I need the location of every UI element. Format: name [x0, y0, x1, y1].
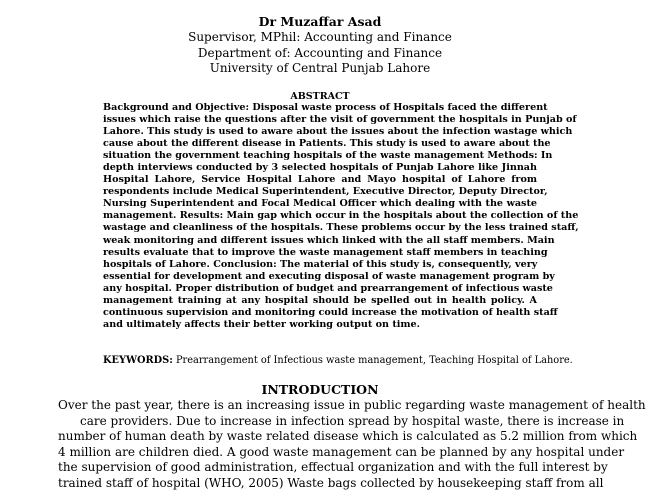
- abstract-line: essential for development and executing disposal of waste management program by: [103, 270, 555, 282]
- abstract-line: any hospital. Proper distribution of budget and prearrangement of infectious waste: [103, 282, 553, 294]
- abstract-line: respondents include Medical Superintendent, Executive Director, Deputy Director,: [103, 186, 548, 198]
- keywords-text: Prearrangement of Infectious waste management, Teaching Hospital of Lahore.: [172, 355, 573, 366]
- abstract-line: wastage and cleanliness of the hospitals. These problems occur by the less trained staff,: [103, 222, 579, 234]
- author-affiliation-university: University of Central Punjab Lahore: [209, 61, 431, 75]
- keywords-label: KEYWORDS:: [103, 355, 173, 366]
- abstract-line: depth interviews conducted by 3 selected hospitals of Punjab Lahore like Jinnah: [103, 162, 537, 174]
- abstract-line: and ultimately affects their better working output on time.: [103, 318, 421, 330]
- abstract-line: weak monitoring and different issues which linked with the all staff members. Main: [103, 234, 555, 246]
- abstract-heading: ABSTRACT: [290, 91, 350, 102]
- abstract-line: Hospital Lahore, Service Hospital Lahore and Mayo hospital of Lahore from: [103, 174, 537, 186]
- abstract-line: continuous supervision and monitoring could increase the motivation of health staff: [103, 306, 558, 318]
- introduction-line: 4 million are children died. A good waste management can be planned by any hospital under: [58, 444, 625, 459]
- introduction-line: care providers. Due to increase in infection spread by hospital waste, there is increase in: [80, 413, 625, 428]
- abstract-body: [103, 102, 579, 331]
- introduction-line: Over the past year, there is an increasing issue in public regarding waste management of health: [58, 398, 646, 412]
- abstract-line: management training at any hospital should be spelled out in health policy. A: [103, 294, 537, 306]
- abstract-line: situation the government teaching hospitals of the waste management Methods: In: [103, 150, 553, 162]
- introduction-line: trained staff of hospital (WHO, 2005) Waste bags collected by housekeeping staff from all: [58, 475, 604, 490]
- introduction-line: number of human death by waste related disease which is calculated as 5.2 million from which: [58, 429, 638, 444]
- abstract-line: Lahore. This study is used to aware about the issues about the infection wastage which: [103, 126, 573, 138]
- abstract-line: Nursing Superintendent and Focal Medical Officer which dealing with the waste: [103, 198, 537, 210]
- introduction-body: [58, 398, 646, 492]
- author-block: [0, 14, 640, 77]
- abstract-line: hospitals of Lahore. Conclusion: The material of this study is, consequently, very: [103, 258, 538, 270]
- abstract-line: Background and Objective: Disposal waste process of Hospitals faced the different: [103, 102, 548, 113]
- author-affiliation-department: Department of: Accounting and Finance: [197, 45, 443, 60]
- author-affiliation-role: Supervisor, MPhil: Accounting and Finance: [188, 30, 452, 44]
- abstract-line: issues which raise the questions after the visit of government the hospitals in Punjab of: [103, 114, 577, 126]
- abstract-line: management. Results: Main gap which occur in the hospitals about the collection of the: [103, 210, 579, 222]
- abstract-line: cause about the different disease in Patients. This study is used to aware about the: [103, 138, 551, 150]
- abstract-line: results evaluate that to improve the waste management staff members in teaching: [103, 246, 548, 258]
- author-name: Dr Muzaffar Asad: [258, 14, 382, 29]
- introduction-line: the supervision of good administration, effectual organization and with the full interest by: [58, 460, 608, 475]
- introduction-heading: INTRODUCTION: [261, 382, 379, 397]
- keywords: [103, 355, 573, 367]
